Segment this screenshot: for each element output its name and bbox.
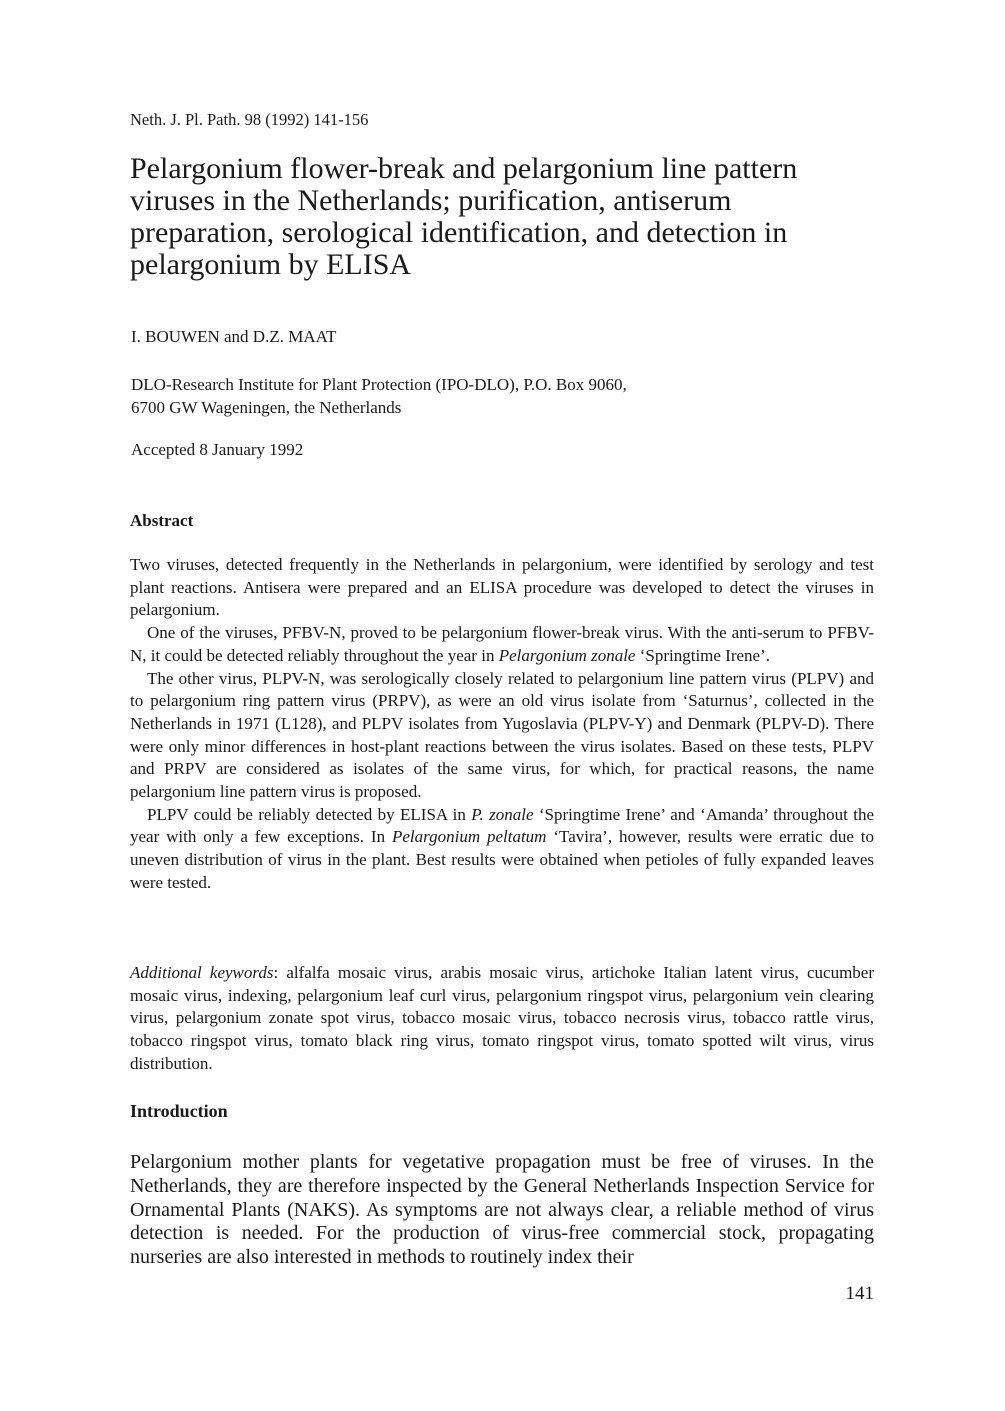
abstract-text: ‘Springtime Irene’. bbox=[635, 645, 771, 665]
abstract-text: ‘Springtime Irene’ and ‘Amanda’ throughout the year with only a few exceptions. In bbox=[130, 804, 874, 847]
article-authors: I. BOUWEN and D.Z. MAAT bbox=[131, 327, 337, 346]
affiliation-line: DLO-Research Institute for Plant Protection (IPO-DLO), P.O. Box 9060, bbox=[131, 375, 627, 394]
abstract-text: One of the viruses, PFBV-N, proved to be pelargonium flower-break virus. With the anti-serum to PFBV-N, it could be detected reliably throughout the year in bbox=[130, 623, 874, 665]
species-name: P. zonale bbox=[471, 804, 534, 824]
keywords-text: : alfalfa mosaic virus, arabis mosaic virus, artichoke Italian latent virus, cucumber mosaic virus, indexing, pelargonium leaf curl virus, pelargonium ringspot virus, pelargonium vein clearing virus, pelargonium zonate spot virus, tobacco mosaic virus, tobacco necrosis virus, tobacco rattle virus, tobacco ringspot virus, tomato black ring virus, tomato ringspot virus, tomato spotted wilt virus, virus distribution. bbox=[130, 963, 874, 1073]
accepted-date: Accepted 8 January 1992 bbox=[131, 440, 304, 459]
species-name: Pelargonium zonale bbox=[498, 645, 636, 665]
species-name: Pelargonium peltatum bbox=[391, 827, 547, 847]
abstract-paragraph: The other virus, PLPV-N, was serologically closely related to pelargonium line pattern virus (PLPV) and to pelargonium ring pattern virus (PRPV), as were an old virus isolate from ‘Saturnus’, collected in the Netherlands in 1971 (L128), and PLPV isolates from Yugoslavia (PLPV-Y) and Denmark (PLPV-D). There were only minor differences in host-plant reactions between the virus isolates. Based on these tests, PLPV and PRPV are considered as isolates of the same virus, for which, for practical reasons, the name pelargonium line pattern virus is proposed. bbox=[130, 668, 874, 802]
abstract-paragraph bbox=[130, 622, 874, 667]
abstract-body bbox=[130, 554, 874, 895]
page-number: 141 bbox=[845, 1283, 874, 1304]
abstract-text: PLPV could be reliably detected by ELISA in bbox=[147, 804, 472, 824]
additional-keywords bbox=[130, 962, 874, 1076]
introduction-text: Pelargonium mother plants for vegetative propagation must be free of viruses. In the Netherlands, they are therefore inspected by the General Netherlands Inspection Service for Ornamental Plants (NAKS). As symptoms are not always clear, a reliable method of virus detection is needed. For the production of virus-free commercial stock, propagating nurseries are also interested in methods to routinely index their bbox=[130, 1151, 874, 1269]
abstract-heading: Abstract bbox=[130, 511, 194, 530]
keywords-label: Additional keywords bbox=[130, 963, 274, 982]
introduction-heading: Introduction bbox=[130, 1101, 228, 1121]
article-title: Pelargonium flower-break and pelargonium line pattern viruses in the Netherlands; purification, antiserum preparation, serological identification, and detection in pelargonium by ELISA bbox=[130, 152, 798, 281]
affiliation-line: 6700 GW Wageningen, the Netherlands bbox=[131, 398, 402, 417]
abstract-paragraph: Two viruses, detected frequently in the Netherlands in pelargonium, were identified by serology and test plant reactions. Antisera were prepared and an ELISA procedure was developed to detect the viruses in pelargonium. bbox=[130, 555, 874, 620]
journal-citation: Neth. J. Pl. Path. 98 (1992) 141-156 bbox=[130, 110, 369, 129]
abstract-text: ‘Tavira’, however, results were erratic due to uneven distribution of virus in the plant. Best results were obtained when petioles of fully expanded leaves were tested. bbox=[130, 827, 875, 892]
abstract-paragraph bbox=[130, 804, 874, 895]
author-affiliation bbox=[131, 373, 627, 419]
